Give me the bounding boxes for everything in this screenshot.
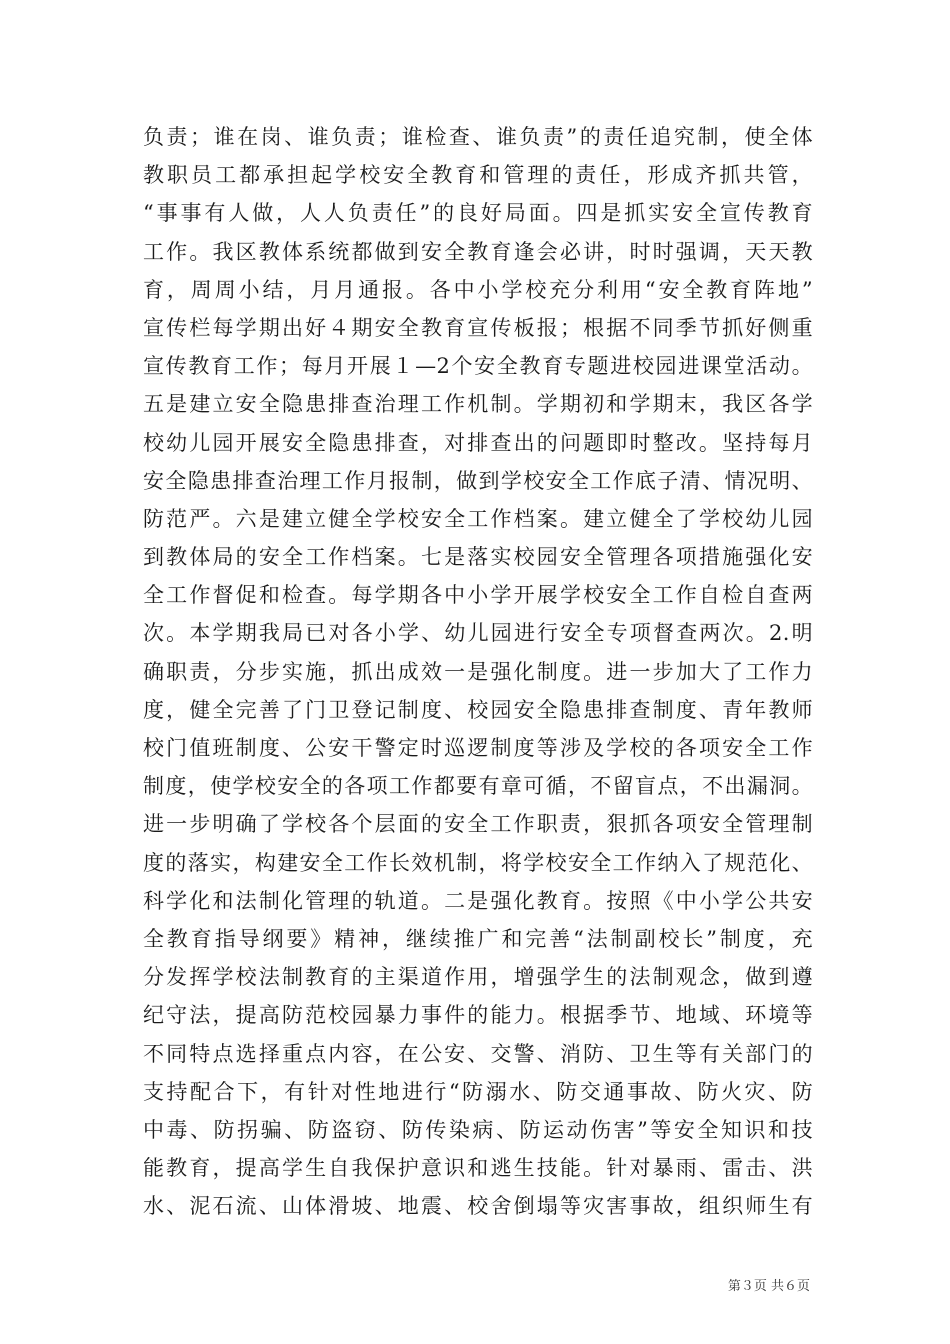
text-line: 育，周周小结，月月通报。各中小学校充分利用“安全教育阵地” xyxy=(143,277,813,302)
text-line: 制度，使学校安全的各项工作都要有章可循，不留盲点，不出漏洞。 xyxy=(143,774,813,799)
text-line: 能教育，提高学生自我保护意识和逃生技能。针对暴雨、雷击、洪 xyxy=(143,1156,813,1181)
page-number: 第３页 共６页 xyxy=(727,1279,810,1294)
text-line: 全教育指导纲要》精神，继续推广和完善“法制副校长”制度，充 xyxy=(143,926,813,951)
text-line: 度，健全完善了门卫登记制度、校园安全隐患排查制度、青年教师 xyxy=(143,697,813,722)
text-line: 负责；谁在岗、谁负责；谁检查、谁负责”的责任追究制，使全体 xyxy=(143,125,813,149)
text-line: 工作。我区教体系统都做到安全教育逢会必讲，时时强调，天天教 xyxy=(143,239,813,264)
text-line: 宣传栏每学期出好４期安全教育宣传板报；根据不同季节抓好侧重 xyxy=(143,315,813,340)
text-line: 进一步明确了学校各个层面的安全工作职责，狠抓各项安全管理制 xyxy=(143,812,813,837)
text-line: 校门值班制度、公安干警定时巡逻制度等涉及学校的各项安全工作 xyxy=(143,736,813,760)
text-line: 到教体局的安全工作档案。七是落实校园安全管理各项措施强化安 xyxy=(143,545,813,570)
text-line: 确职责，分步实施，抓出成效一是强化制度。进一步加大了工作力 xyxy=(143,659,813,684)
text-line: 全工作督促和检查。每学期各中小学开展学校安全工作自检自查两 xyxy=(143,583,813,608)
text-line: 纪守法，提高防范校园暴力事件的能力。根据季节、地域、环境等 xyxy=(143,1003,813,1028)
text-line: “事事有人做，人人负责任”的良好局面。四是抓实安全宣传教育 xyxy=(143,201,813,226)
text-line: 支持配合下，有针对性地进行“防溺水、防交通事故、防火灾、防 xyxy=(143,1079,813,1104)
text-line: 次。本学期我局已对各小学、幼儿园进行安全专项督查两次。2.明 xyxy=(143,621,813,646)
text-line: 防范严。六是建立健全学校安全工作档案。建立健全了学校幼儿园 xyxy=(143,506,813,531)
text-line: 校幼儿园开展安全隐患排查，对排查出的问题即时整改。坚持每月 xyxy=(143,430,813,455)
text-line: 宣传教育工作；每月开展１—2个安全教育专题进校园进课堂活动。 xyxy=(143,354,813,379)
body-text xyxy=(143,118,813,1225)
text-line: 教职员工都承担起学校安全教育和管理的责任，形成齐抓共管， xyxy=(143,163,813,188)
text-line: 科学化和法制化管理的轨道。二是强化教育。按照《中小学公共安 xyxy=(143,888,813,913)
text-line: 度的落实，构建安全工作长效机制，将学校安全工作纳入了规范化、 xyxy=(143,850,813,875)
text-line: 分发挥学校法制教育的主渠道作用，增强学生的法制观念，做到遵 xyxy=(143,965,813,990)
text-line: 不同特点选择重点内容，在公安、交警、消防、卫生等有关部门的 xyxy=(143,1041,813,1066)
text-line: 水、泥石流、山体滑坡、地震、校舍倒塌等灾害事故，组织师生有 xyxy=(143,1194,813,1219)
text-line: 五是建立安全隐患排查治理工作机制。学期初和学期末，我区各学 xyxy=(143,392,813,417)
text-line: 安全隐患排查治理工作月报制，做到学校安全工作底子清、情况明、 xyxy=(143,468,813,493)
text-line: 中毒、防拐骗、防盗窃、防传染病、防运动伤害”等安全知识和技 xyxy=(143,1117,813,1142)
